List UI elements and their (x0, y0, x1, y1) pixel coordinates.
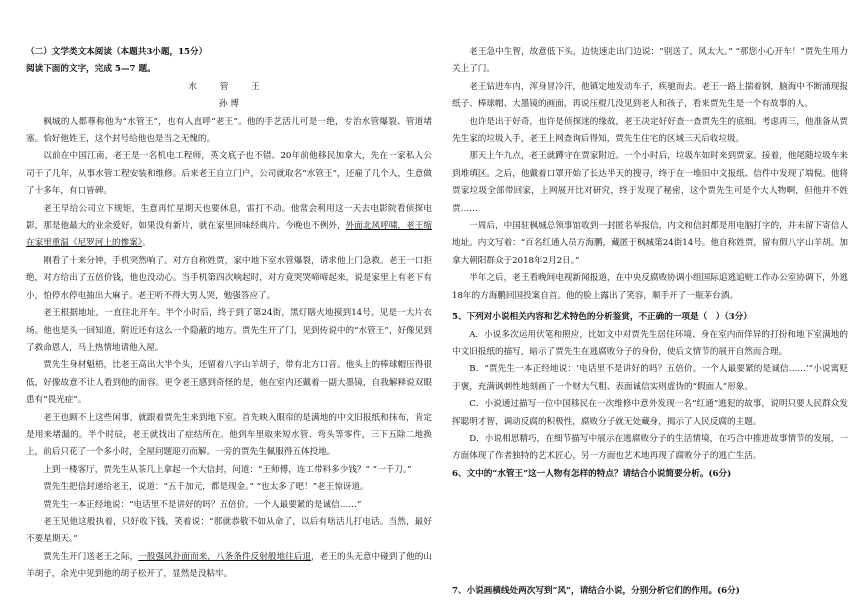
question-6: 6、文中的“水管王”这一人物有怎样的特点？请结合小说简要分析。(6分) (452, 468, 732, 479)
paragraph-text: 枫城的人都尊称他为“水管王”，也有人直呼“老王”。他的手艺活儿可是一绝，专治水管爆裂、管道堵塞。恰好他姓王，这个封号给他也是当之无愧的。 (26, 116, 432, 145)
question-5-stem: 5、下列对小说相关内容和艺术特色的分析鉴赏，不正确的一项是（ ）（3分） (452, 312, 752, 323)
paragraph-text: 。 (142, 238, 151, 249)
story-paragraph (26, 253, 432, 305)
story-paragraph (26, 305, 432, 357)
section-heading: （二）文学类文本阅读（本题共3小题，15分） (26, 47, 208, 57)
paragraph-text: 贾先生把信封递给老王，说道：“五千加元，都是现金。” “也太多了吧！”老王惊讶道。 (43, 482, 369, 493)
story-paragraph: 老王钻进车内，浑身冒冷汗，他镇定地发动车子，疾驰而去。老王一路上揣着钢，脑海中不断涌现报纸子、棒球帽、大墨镜的画面，再说压棍几没见到老人和孩子，看来贾先生是一个有故事的人。 (452, 81, 848, 110)
right-column (452, 44, 848, 601)
story-paragraph: 也许是出于好奇，也许是侦探迷的缘故，老王决定好好查一查贾先生的底细。考虑再三，他准备从贾先生家的垃圾入手，老王上网查询后得知，贾先生住宅的区域三天后收垃圾。 (452, 116, 848, 145)
paragraph-text: 贾先生一本正经地说：“电话里不是讲好的吗？五倍价。一个人最要紧的是诚信……” (43, 499, 362, 510)
story-paragraph: 半年之后，老王看晚间电视新闻报道，在中央反腐败协调小组国际追逃追赃工作办公室协调下，外逃18年的方海鹏回国投案自首。他的脸上露出了笑容，顺手开了一瓶茅台酒。 (452, 273, 848, 301)
reading-instruction: 阅读下面的文字，完成 5—7 题。 (26, 64, 156, 75)
story-title: 水 管 王 (188, 81, 270, 92)
paragraph-text: 老王也顾不上这些闲事，就跟着贾先生来到地下室。首先映入眼帘的是满地的中文旧报纸和抹布，肯定是用来堵漏的。半个时辰，老王就找出了症结所在。他到车里取来短水管、弯头等零件，三下五除二地换上，前后只花了一个多小时，全屋问题迎刃而解。一旁的贾先生佩服得五体投地。 (26, 412, 432, 458)
underlined-wind-passage: 一股强风扑面而来，八条条件反射般地往后退 (138, 551, 312, 562)
story-paragraph (26, 114, 432, 149)
question-5-option: A．小说多次运用伏笔和照应，比如文中对贾先生居住环境、身在室内而佯异的打扮和地下室满地的中文旧报纸的描写，暗示了贾先生在逃腐败分子的身份，使后文情节的展开自然而合理。 (452, 329, 848, 357)
paragraph-text: 老王早给公司立下规矩，生意再忙星期天也要休息，雷打不动。他常会利用这一天去电影院看侦探电影，那是他最大的业余爱好，如果没有新片，就在家里回味经典片。今晚也不例外， (26, 203, 432, 232)
story-paragraph: 老王急中生智，故意低下头，边快速走出门边说：“别送了，风太大。” “那您小心开车！”贾先生用力关上了门。 (452, 47, 848, 75)
left-column (26, 44, 432, 584)
paragraph-text: 以前在中国江南，老王是一名机电工程师，英文底子也不错。20年前他移民加拿大，先在一家私人公司干了几年，从事水管工程安装和维修。后来老王自立门户，公司就取名“水管王”，还雇了几个人，生意做了十多年，有口皆碑。 (26, 151, 432, 197)
question-5-option: C．小说通过描写一位中国移民在一次维修中意外发现一名“红通”逃犯的故事，说明只要人民群众发挥聪明才智，调动反腐的积极性，腐败分子就无处藏身，揭示了人民反腐的主题。 (452, 399, 848, 427)
story-paragraph (26, 357, 432, 409)
story-paragraph: 那天上午九点，老王就蹲守在贾家附近。一个小时后，垃圾车如时来到贾家。接着，他尾随垃圾车来到堆填区。之后，他戴着口罩开始了长达半天的搜寻，终于在一堆旧中文报纸、信件中发现了端倪。他将贾家垃圾全部带回家，上网展开比对研究，终于发现了秘密，这个贾先生可是个大人物啊，但他并不姓贾…… (452, 151, 848, 214)
story-paragraph (26, 201, 432, 253)
story-paragraph (26, 497, 432, 514)
paragraph-text: 老王见他这般执着，只好收下钱，笑着说：“那就恭敬不如从命了，以后有啥活儿打电话。当然，最好不要星期天。” (26, 516, 432, 545)
story-paragraph (26, 549, 432, 584)
underlined-wind-passage: 外面北风呼啸，老王缩在家里重温《尼罗河上的惨案》 (26, 221, 432, 249)
question-5-option: D．小说相思精巧，在细节描写中展示在逃腐败分子的生活情境，在巧合中推进故事情节的发展，一方面体现了作者独特的艺术匠心，另一方面也艺术地再现了腐败分子的逃亡生活。 (452, 433, 848, 462)
story-paragraph (26, 410, 432, 462)
question-5-options (452, 327, 848, 466)
paragraph-text: 老王根据地址，一直往北开车。半个小时后，终于到了第24街，黑灯瞎火地摸到14号。见是一大片衣场。他也是头一回知道，附近还有这么一个隐蔽的地方。贾先生开了门，见到传说中的“水管王”，好像见到了救命恩人，马上热情地请他入屋。 (26, 308, 432, 353)
question-7: 7、小说画横线处两次写到“风”，请结合小说，分别分析它们的作用。(6分) (452, 586, 740, 597)
story-paragraph (26, 148, 432, 200)
story-body (26, 114, 432, 584)
paragraph-text: ，老王的头无意中碰到了他的山羊胡子，余光中见到他的胡子松开了，显然是没粘牢。 (26, 551, 432, 580)
answer-space-q6 (452, 483, 848, 583)
story-paragraph (26, 514, 432, 549)
story-continuation (452, 44, 848, 305)
story-paragraph: 一周后，中国驻枫城总领事馆收到一封匿名举报信，内文和信封都是用电脑打字的，并未留下寄信人地址。内文写着：“百名红通人员方海鹏，藏匿于枫城第24街14号。他自称姓贾，留有假八字山羊胡。加拿大朝阳群众于2018年2月2日。” (452, 221, 848, 266)
paragraph-text: 贾先生开门送老王之际， (43, 551, 139, 562)
paragraph-text: 上到一楼客厅，贾先生从茶几上拿起一个大信封，问道：“王师傅，连工带料多少钱？” “一千刀。” (43, 464, 412, 475)
question-5-option: B．“贾先生一本正经地说：‘电话里不是讲好的吗？五倍价。一个人最要紧的是诚信……’”小说寓贬于褒，充满讽刺性地刻画了一个财大气粗、表面诚信实则虚伪的“假面人”形象。 (452, 364, 848, 392)
paragraph-text: 贾先生身材魁梧，比老王高出大半个头，还留着八字山羊胡子，带有北方口音。他头上的棒球帽压得很低，好像故意不让人看到他的面容。更令老王感到奇怪的是，他在室内还戴着一副大墨镜，自我解释说双眼患有“畏光症”。 (26, 360, 432, 406)
story-paragraph (26, 462, 432, 479)
paragraph-text: 刚看了十来分钟，手机突然响了。对方自称姓贾，家中地下室水管爆裂，请求他上门急救。老王一口拒绝，对方给出了五倍价钱，他也没动心。当手机第四次响起时，对方竟哭哭啼啼起来，说是家里上有老下有小，怕停水停电抽出大麻子。老王听不得大男人哭，勉强答应了。 (26, 255, 432, 301)
story-paragraph (26, 479, 432, 496)
story-author: 孙 博 (219, 99, 239, 110)
